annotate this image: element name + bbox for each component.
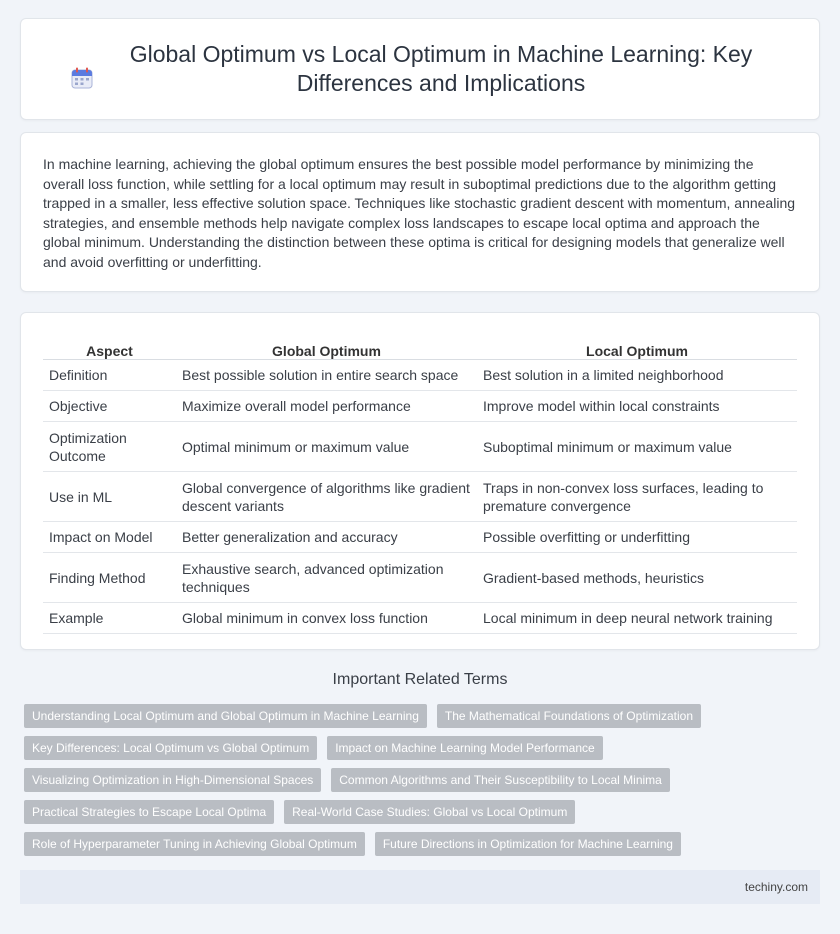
table-row [43, 360, 797, 391]
related-terms-section [20, 670, 820, 864]
table-cell: Suboptimal minimum or maximum value [477, 422, 797, 472]
tag-row [24, 832, 820, 856]
table-cell: Gradient-based methods, heuristics [477, 553, 797, 603]
comparison-table [43, 333, 797, 634]
table-cell: Definition [43, 360, 176, 391]
table-cell: Best solution in a limited neighborhood [477, 360, 797, 391]
related-term-link[interactable]: The Mathematical Foundations of Optimization [437, 704, 701, 728]
column-header-local: Local Optimum [477, 333, 797, 360]
related-terms-title: Important Related Terms [332, 671, 508, 688]
table-cell: Optimal minimum or maximum value [176, 422, 477, 472]
comparison-card [20, 312, 820, 650]
table-cell: Maximize overall model performance [176, 391, 477, 422]
table-cell: Possible overfitting or underfitting [477, 522, 797, 553]
table-header-row [43, 333, 797, 360]
tag-row [24, 800, 820, 824]
table-cell: Best possible solution in entire search space [176, 360, 477, 391]
table-row [43, 553, 797, 603]
table-cell: Impact on Model [43, 522, 176, 553]
related-term-link[interactable]: Future Directions in Optimization for Machine Learning [375, 832, 681, 856]
intro-paragraph: In machine learning, achieving the global optimum ensures the best possible model performance by minimizing the overall loss function, while settling for a local optimum may result in suboptimal predictions due to the algorithm getting trapped in a smaller, less effective solution space. Techniques like stochastic gradient descent with momentum, annealing strategies, and ensemble methods help navigate complex loss landscapes to escape local optima and approach the global minimum. Understanding the distinction between these optima is critical for designing models that generalize well and avoid overfitting or underfitting. [43, 156, 796, 270]
table-row [43, 472, 797, 522]
table-cell: Traps in non-convex loss surfaces, leading to premature convergence [477, 472, 797, 522]
related-term-link[interactable]: Key Differences: Local Optimum vs Global Optimum [24, 736, 317, 760]
column-header-aspect: Aspect [43, 333, 176, 360]
related-term-link[interactable]: Practical Strategies to Escape Local Optima [24, 800, 274, 824]
table-row [43, 522, 797, 553]
related-term-link[interactable]: Common Algorithms and Their Susceptibility to Local Minima [331, 768, 670, 792]
footer-brand-link[interactable]: techiny.com [744, 880, 808, 894]
table-cell: Global minimum in convex loss function [176, 603, 477, 634]
footer [20, 870, 820, 904]
table-row [43, 603, 797, 634]
tag-row [24, 736, 820, 760]
tag-row [24, 704, 820, 728]
table-row [43, 422, 797, 472]
table-cell: Example [43, 603, 176, 634]
related-term-link[interactable]: Understanding Local Optimum and Global Optimum in Machine Learning [24, 704, 427, 728]
intro-card [20, 132, 820, 292]
related-term-link[interactable]: Visualizing Optimization in High-Dimensional Spaces [24, 768, 321, 792]
header-card [20, 18, 820, 120]
related-term-link[interactable]: Impact on Machine Learning Model Performance [327, 736, 602, 760]
table-cell: Global convergence of algorithms like gradient descent variants [176, 472, 477, 522]
table-cell: Improve model within local constraints [477, 391, 797, 422]
table-cell: Local minimum in deep neural network training [477, 603, 797, 634]
column-header-global: Global Optimum [176, 333, 477, 360]
tag-row [24, 768, 820, 792]
table-cell: Use in ML [43, 472, 176, 522]
table-cell: Finding Method [43, 553, 176, 603]
page-title: Global Optimum vs Local Optimum in Machine Learning: Key Differences and Implications [129, 41, 753, 96]
table-cell: Exhaustive search, advanced optimization techniques [176, 553, 477, 603]
table-cell: Better generalization and accuracy [176, 522, 477, 553]
table-cell: Objective [43, 391, 176, 422]
related-term-link[interactable]: Role of Hyperparameter Tuning in Achieving Global Optimum [24, 832, 365, 856]
table-row [43, 391, 797, 422]
related-term-link[interactable]: Real-World Case Studies: Global vs Local Optimum [284, 800, 575, 824]
table-cell: Optimization Outcome [43, 422, 176, 472]
title-wrap [70, 40, 770, 98]
calendar-icon [70, 66, 94, 90]
